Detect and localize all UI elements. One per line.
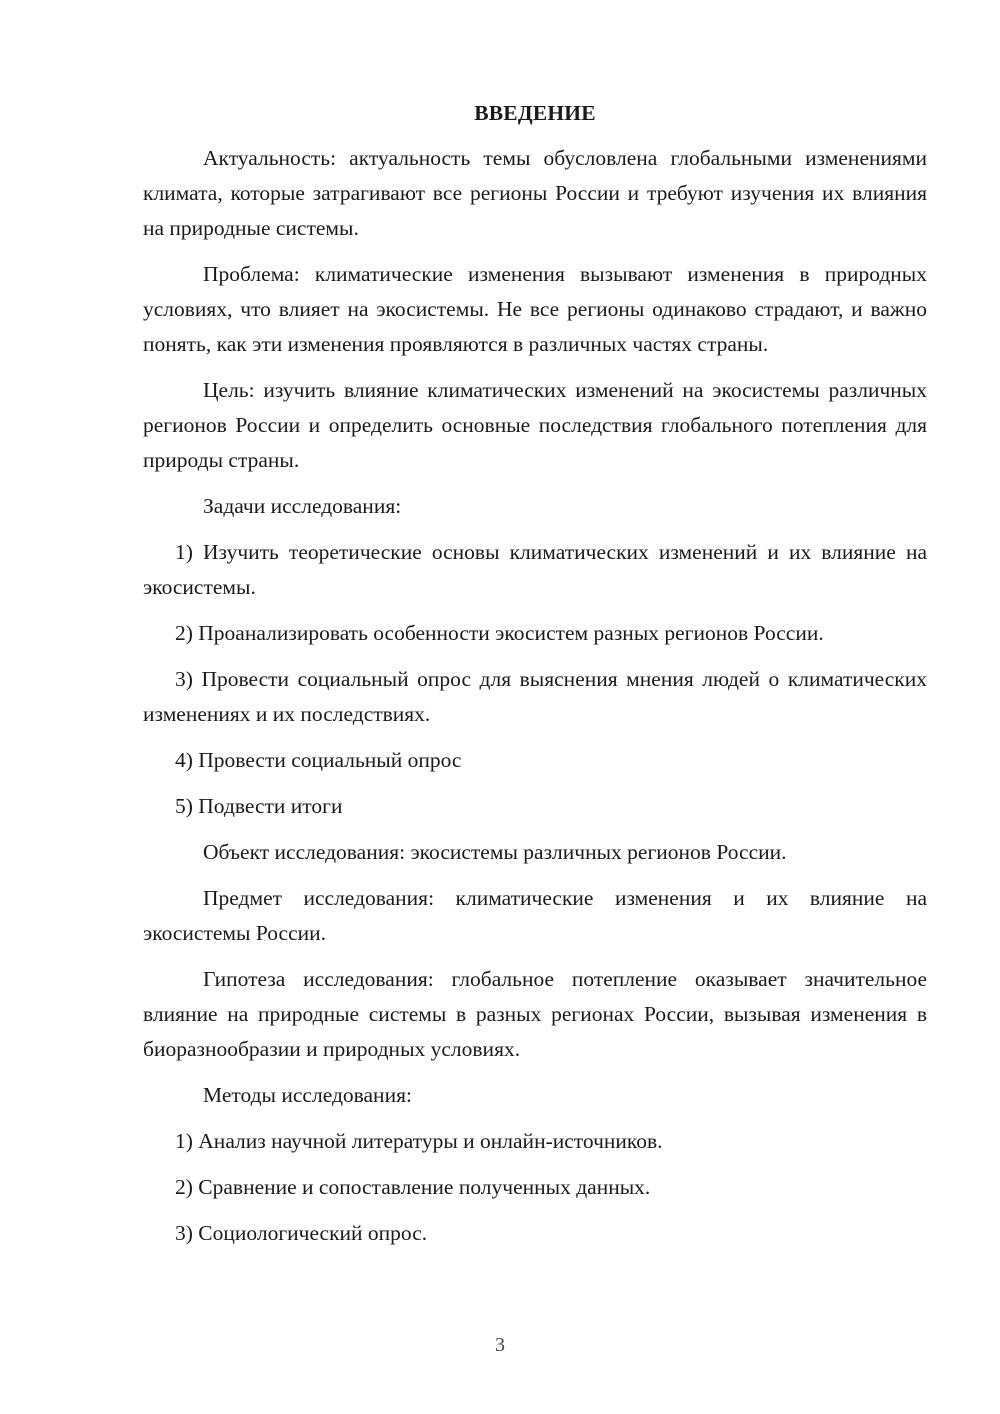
goal-paragraph: Цель: изучить влияние климатических изменений на экосистемы различных регионов России и определить основные последствия глобального потепления для природы страны.	[143, 378, 927, 472]
document-page	[143, 96, 927, 1262]
hypothesis-paragraph: Гипотеза исследования: глобальное потепление оказывает значительное влияние на природные системы в разных регионах России, вызывая изменения в биоразнообразии и природных условиях.	[143, 967, 927, 1061]
object-paragraph: Объект исследования: экосистемы различных регионов России.	[203, 840, 787, 864]
tasks-heading: Задачи исследования:	[203, 494, 402, 518]
task-item: 2) Проанализировать особенности экосистем разных регионов России.	[175, 621, 824, 645]
task-item: 3) Провести социальный опрос для выяснения мнения людей о климатических изменениях и их последствиях.	[143, 667, 927, 726]
method-item: 2) Сравнение и сопоставление полученных данных.	[175, 1175, 651, 1199]
task-item: 5) Подвести итоги	[175, 794, 343, 818]
page-number: 3	[495, 1334, 505, 1356]
section-title: ВВЕДЕНИЕ	[474, 101, 596, 125]
method-item: 3) Социологический опрос.	[175, 1221, 428, 1245]
method-item: 1) Анализ научной литературы и онлайн-источников.	[175, 1129, 663, 1153]
task-item: 4) Провести социальный опрос	[175, 748, 462, 772]
problem-paragraph: Проблема: климатические изменения вызывают изменения в природных условиях, что влияет на экосистемы. Не все регионы одинаково страдают, и важно понять, как эти изменения проявляются в различных частях страны.	[143, 262, 927, 356]
methods-heading: Методы исследования:	[203, 1083, 412, 1107]
relevance-paragraph: Актуальность: актуальность темы обусловлена глобальными изменениями климата, которые затрагивают все регионы России и требуют изучения их влияния на природные системы.	[143, 146, 927, 240]
task-item: 1) Изучить теоретические основы климатических изменений и их влияние на экосистемы.	[143, 540, 927, 599]
subject-paragraph: Предмет исследования: климатические изменения и их влияние на экосистемы России.	[143, 886, 927, 945]
